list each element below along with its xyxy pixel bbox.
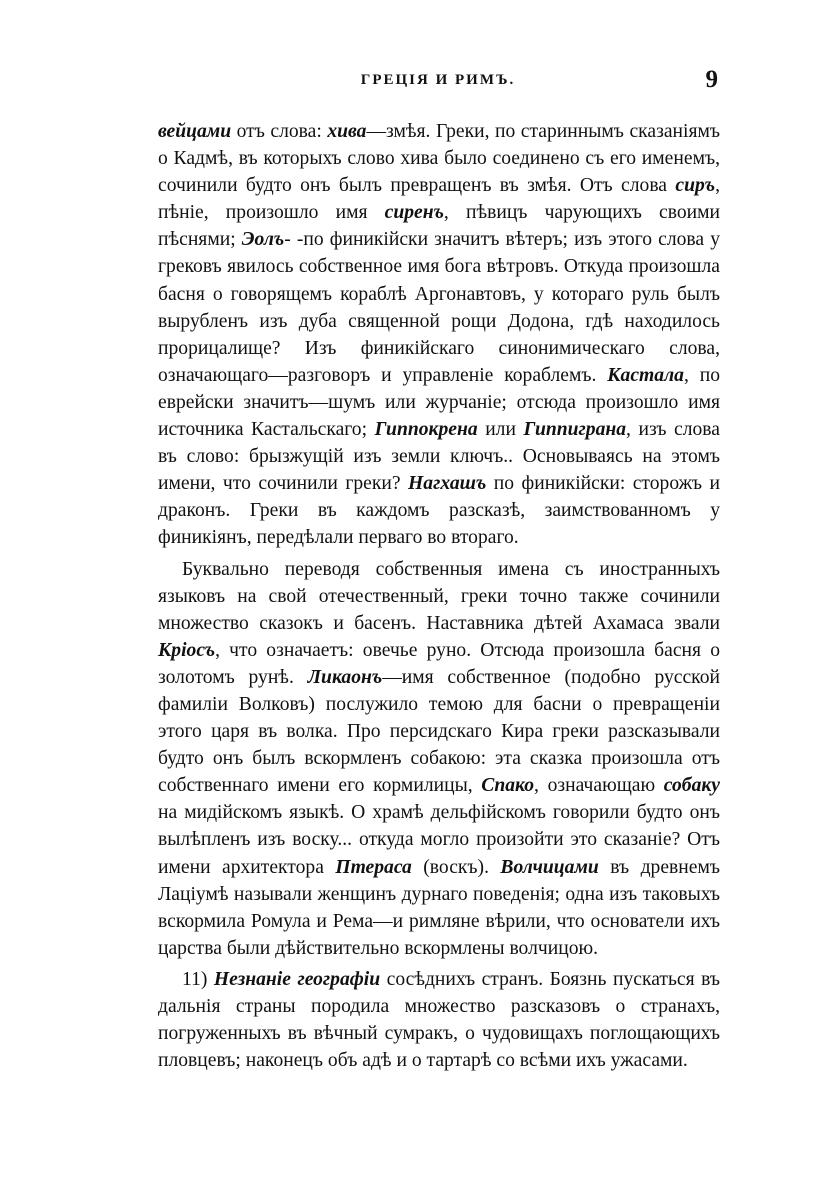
text-segment: —змѣя. Греки, по стариннымъ сказаніямъ о Кадмѣ, въ которыхъ слово хива было соединено съ его именемъ, сочинили будто онъ былъ превращенъ въ змѣя. Отъ слова	[158, 121, 720, 197]
page-number: 9	[705, 66, 718, 93]
text-segment: сосѣднихъ странъ. Боязнь пускаться въ дальнія страны породила множество разсказовъ о странахъ, погруженныхъ въ вѣчный сумракъ, о чудовищахъ поглощающихъ пловцевъ; наконецъ объ адѣ и о тартарѣ со всѣми ихъ ужасами.	[158, 968, 720, 1072]
text-segment: или	[477, 419, 524, 441]
text-segment: , пѣвицъ чарующихъ своими пѣснями;	[158, 202, 720, 251]
text-segment: , по еврейски значитъ—шумъ или журчаніе; отсюда произошло имя источника Кастальскаго;	[158, 364, 720, 441]
italic-term: хива	[327, 121, 367, 142]
text-segment: —имя собственное (подобно русской фамиліи Волковъ) послужило темою для басни о превращеніи этого царя въ волка. Про персидскаго Кира греки разсказывали будто онъ былъ вскормленъ собакою: эта сказка произошла отъ собственнаго имени его кормилицы,	[158, 666, 720, 797]
body-text	[158, 118, 720, 1074]
text-segment: , пѣніе, произошло имя	[158, 175, 720, 224]
italic-term: вейцами	[158, 121, 232, 142]
italic-term: сиръ	[675, 175, 716, 197]
italic-term: Незнаніе географіи	[213, 968, 381, 990]
text-segment: въ древнемъ Лаціумѣ называли женщинъ дурнаго поведенія; одна изъ таковыхъ вскормила Ромула и Рема—и римляне вѣрили, что основатели ихъ царства были дѣйствительно вскормлены волчицою.	[158, 856, 720, 959]
running-head: ГРЕЦІЯ И РИМЪ.	[360, 72, 516, 88]
text-segment: , что означаетъ: овечье руно. Отсюда произошла басня о золотомъ рунѣ.	[158, 639, 720, 688]
text-segment: 11)	[182, 968, 214, 990]
text-segment: - -по финикійски значитъ вѣтеръ; изъ этого слова у грековъ явилось собственное имя бога вѣтровъ. Откуда произошла басня о говорящемъ кораблѣ Аргонавтовъ, у котораго руль былъ вырубленъ изъ дуба священной рощи Додона, гдѣ находилось прорицалище? Изъ финикійскаго синонимическаго слова, означающаго—разговоръ и управленіе кораблемъ.	[158, 229, 721, 386]
italic-term: Гиппигрaна	[523, 419, 627, 441]
text-segment: отъ слова:	[231, 121, 328, 142]
italic-term: Волчицами	[500, 856, 599, 878]
italic-term: Гиппокрена	[374, 419, 478, 441]
text-segment: , изъ слова въ слово: брызжущій изъ земли ключъ.. Основываясь на этомъ имени, что сочинили греки?	[158, 419, 721, 495]
text-segment: , означающаю	[534, 775, 664, 797]
text-segment: Буквально переводя собственныя имена съ иностранныхъ языковъ на свой отечественный, греки точно также сочинили множество сказокъ и басенъ. Наставника дѣтей Ахамаса звали	[158, 558, 720, 634]
text-segment: на мидійскомъ языкѣ. О храмѣ дельфійскомъ говорили будто онъ вылѣпленъ изъ воску... откуда могло произойти это сказаніе? Отъ имени архитектора	[158, 802, 720, 878]
italic-term: Ликаонъ	[307, 666, 383, 688]
italic-term: Эолъ	[241, 229, 285, 251]
italic-term: Кастала	[607, 364, 684, 386]
text-segment: по финикійски: сторожъ и драконъ. Греки въ каждомъ разсказѣ, заимствованномъ у финикіянъ, передѣлали перваго во втораго.	[158, 473, 720, 549]
text-segment: (воскъ).	[411, 856, 501, 878]
italic-term: Кріосъ	[158, 639, 216, 661]
italic-term: Птераса	[335, 856, 412, 878]
italic-term: Нагхашъ	[408, 473, 487, 495]
italic-term: сиренъ	[384, 202, 444, 224]
italic-term: Спако	[481, 775, 535, 797]
paragraph-3	[158, 966, 720, 1074]
paragraph-2	[158, 556, 720, 962]
italic-term: собаку	[663, 775, 720, 797]
paragraph-1	[158, 118, 720, 552]
page-header	[158, 66, 718, 106]
